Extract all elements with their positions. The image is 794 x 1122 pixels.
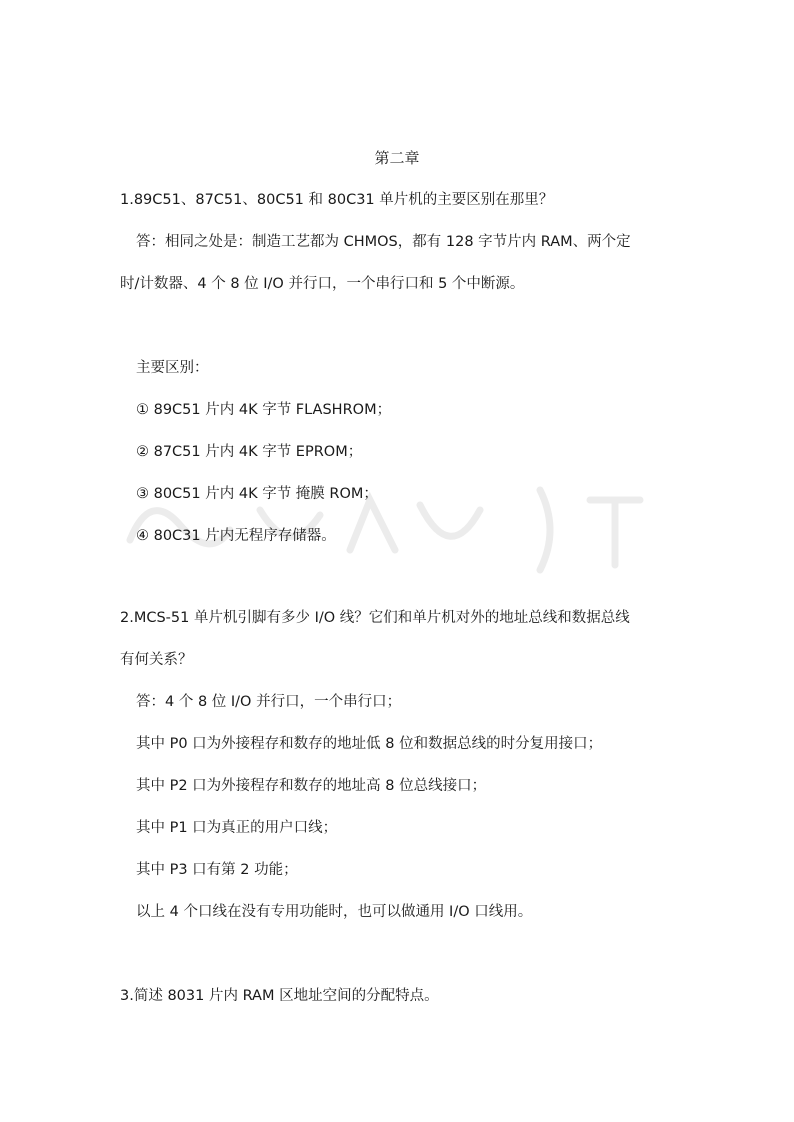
q1-diff-item: ③ 80C51 片内 4K 字节 掩膜 ROM； — [136, 486, 378, 502]
q1-answer-line-2: 时/计数器、4 个 8 位 I/O 并行口，一个串行口和 5 个中断源。 — [120, 276, 525, 292]
chapter-title: 第二章 — [374, 149, 420, 167]
q1-diff-heading: 主要区别： — [136, 360, 209, 376]
question-2-line-1: 2.MCS-51 单片机引脚有多少 I/O 线？它们和单片机对外的地址总线和数据总线 — [120, 610, 630, 626]
question-3: 3.简述 8031 片内 RAM 区地址空间的分配特点。 — [120, 988, 439, 1004]
question-1: 1.89C51、87C51、80C51 和 80C31 单片机的主要区别在那里？ — [120, 192, 554, 208]
q2-answer-line: 以上 4 个口线在没有专用功能时，也可以做通用 I/O 口线用。 — [136, 904, 533, 920]
question-2-line-2: 有何关系？ — [120, 652, 193, 668]
q1-diff-item: ④ 80C31 片内无程序存储器。 — [136, 528, 336, 544]
q2-answer-line: 其中 P1 口为真正的用户口线； — [136, 820, 338, 836]
q2-answer-line: 答：4 个 8 位 I/O 并行口，一个串行口； — [136, 694, 402, 710]
q2-answer-line: 其中 P0 口为外接程存和数存的地址低 8 位和数据总线的时分复用接口； — [136, 736, 603, 752]
q2-answer-line: 其中 P3 口有第 2 功能； — [136, 862, 298, 878]
q1-answer-line-1: 答：相同之处是：制造工艺都为 CHMOS，都有 128 字节片内 RAM、两个定 — [136, 234, 631, 250]
q1-diff-item: ① 89C51 片内 4K 字节 FLASHROM； — [136, 402, 392, 418]
q2-answer-line: 其中 P2 口为外接程存和数存的地址高 8 位总线接口； — [136, 778, 487, 794]
q1-diff-item: ② 87C51 片内 4K 字节 EPROM； — [136, 444, 363, 460]
